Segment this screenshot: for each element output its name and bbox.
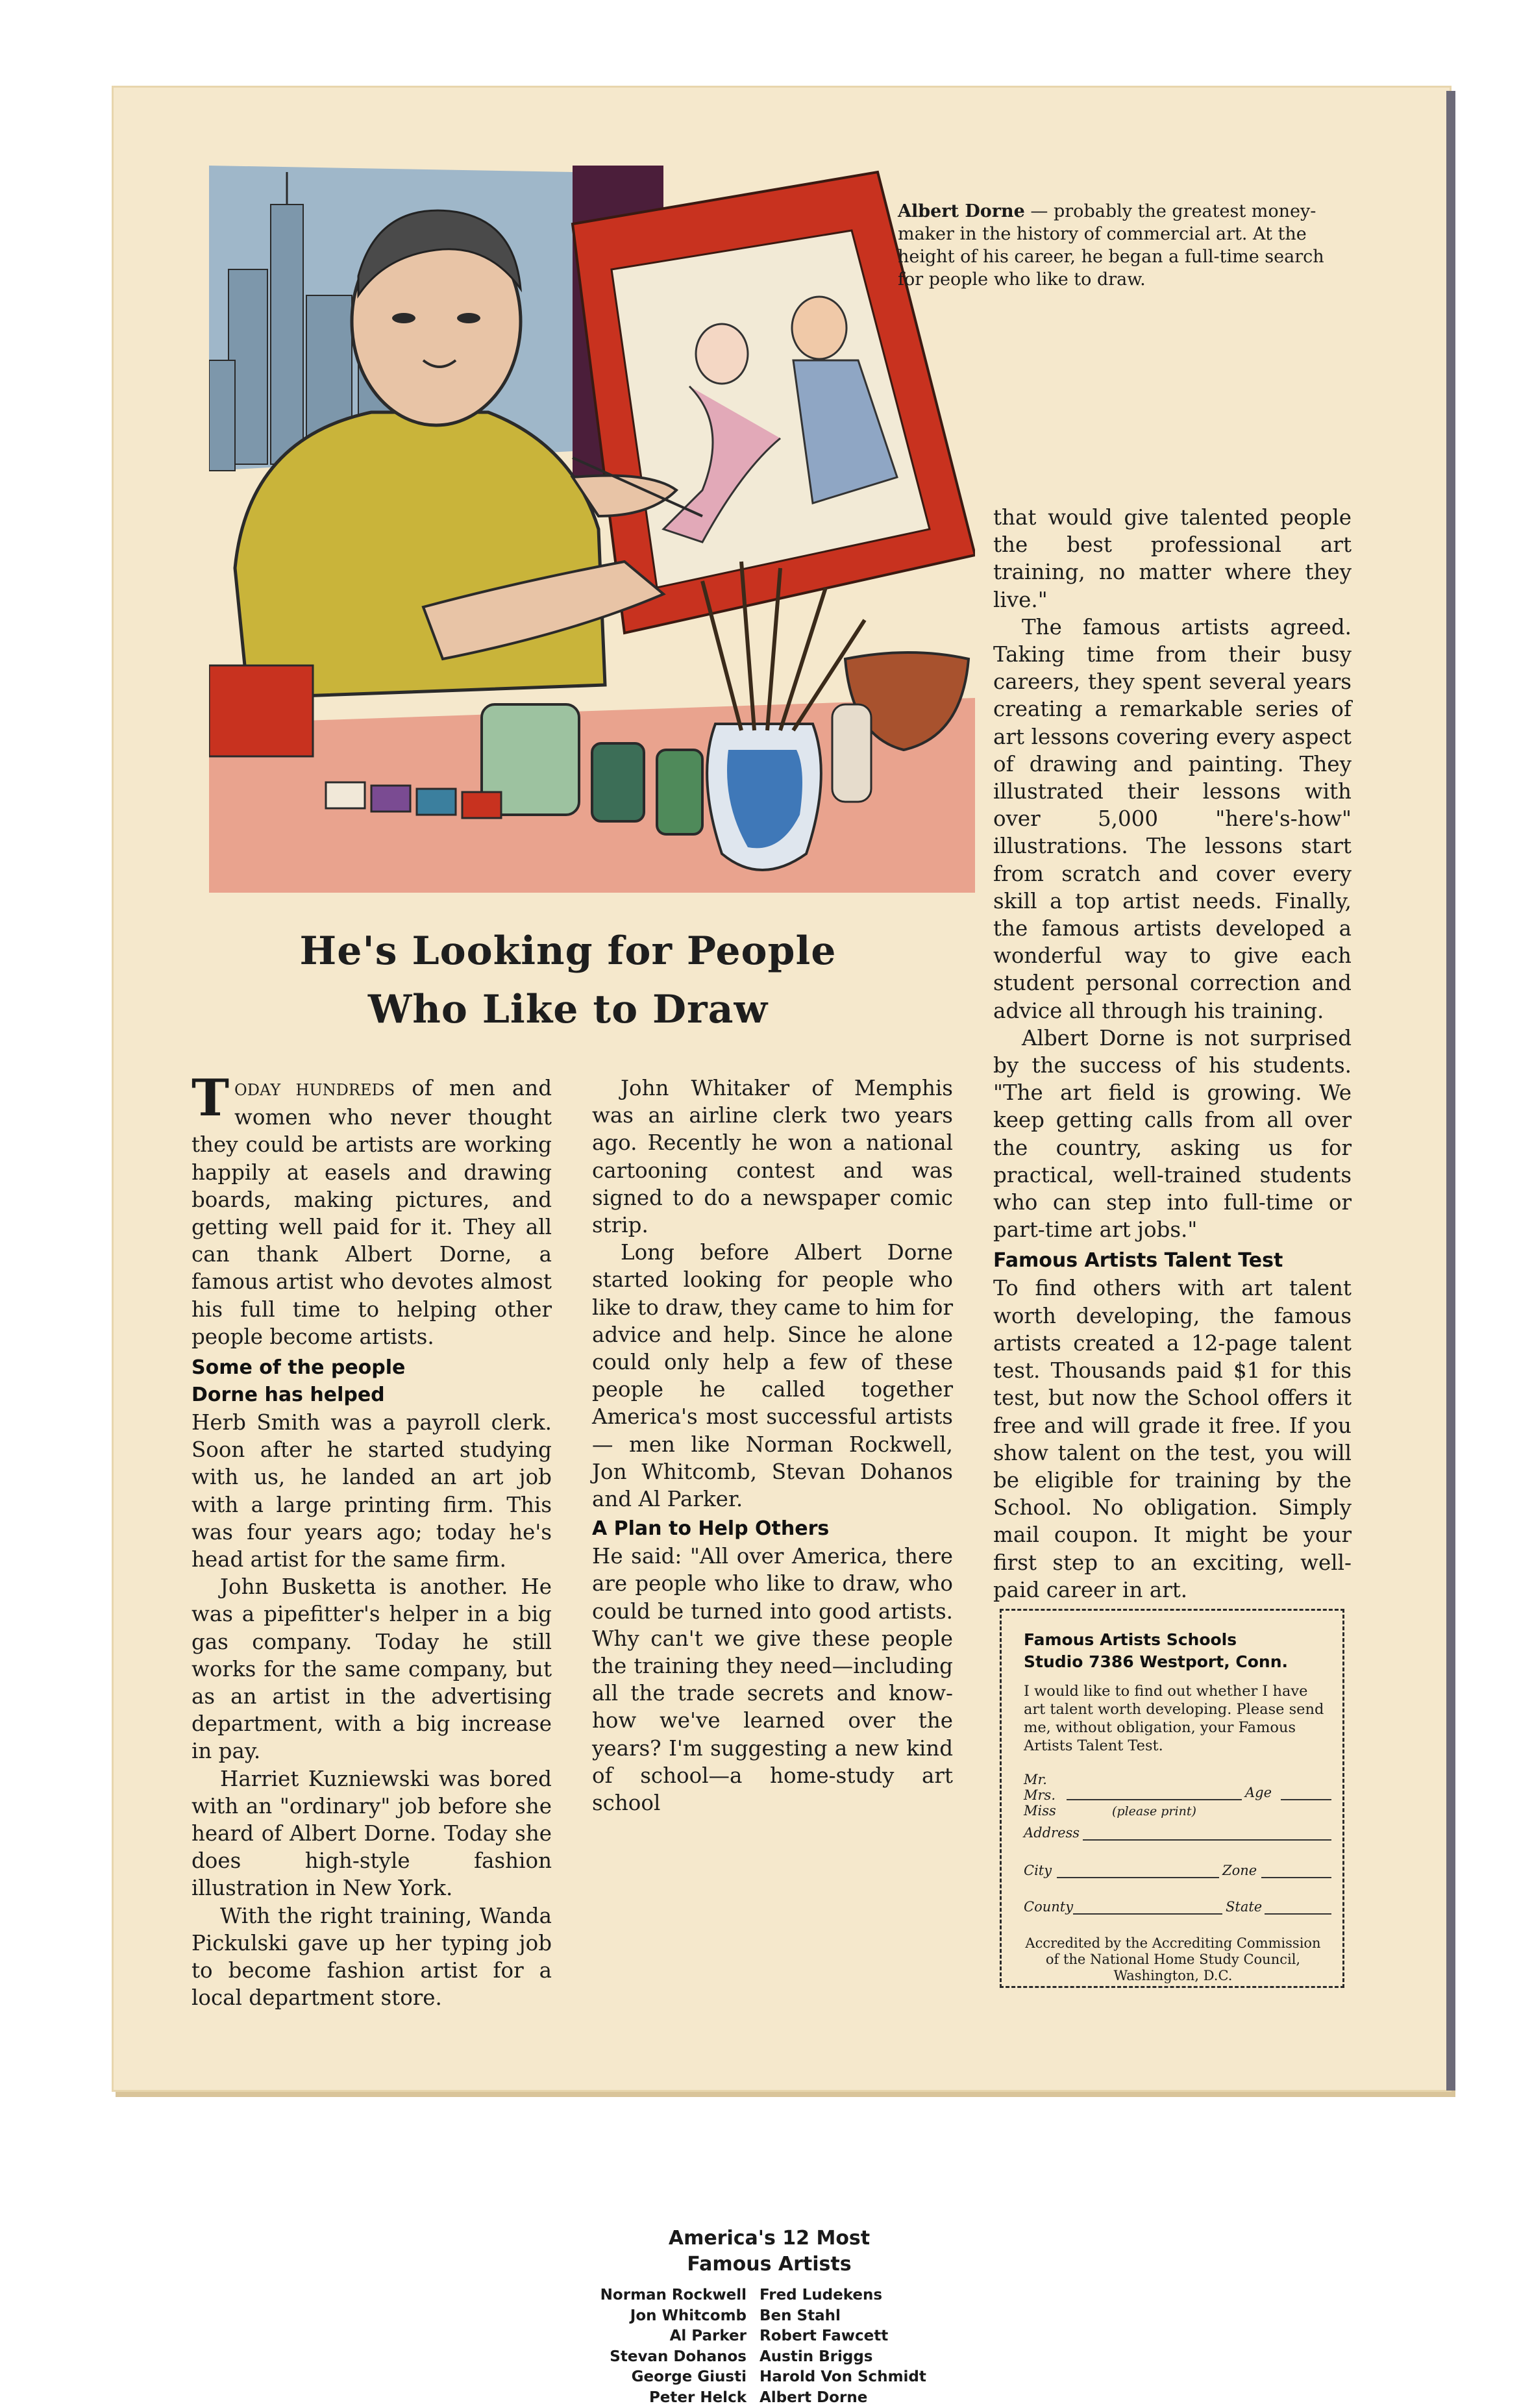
- col2-paragraph-2: Long before Albert Dorne started looking for people who like to draw, they came to him for advice and help. Since he alone could only help a few of these people he called together America's most successful artists — men like Norman Rockwell, Jon Whitcomb, Stevan Dohanos and Al Parker.: [592, 1239, 953, 1513]
- col3-paragraph-1: that would give talented people the best professional art training, no matter where they live.": [993, 504, 1352, 614]
- name-field[interactable]: [1067, 1799, 1242, 1800]
- col3-paragraph-3: Albert Dorne is not surprised by the success of his students. "The art field is growing. We keep getting calls from all over the country, asking us for practical, well-trained students who can step into full-time or part-time art jobs.": [993, 1024, 1352, 1244]
- artist-name: Jon Whitcomb: [583, 2306, 747, 2327]
- col2-paragraph-3: He said: "All over America, there are people who like to draw, who could be turned into good artists. Why can't we give these people the training they need—including all the trade secrets and know-how we've learned over the years? I'm suggesting a new kind of school—a home-study art school: [592, 1543, 953, 1817]
- subhead-talent-test: Famous Artists Talent Test: [993, 1247, 1352, 1274]
- drop-cap: T: [192, 1078, 229, 1119]
- subhead-plan-to-help: A Plan to Help Others: [592, 1515, 953, 1543]
- artists-right-column: [760, 2285, 948, 2408]
- coupon-header: [1024, 1629, 1335, 1673]
- artist-name: Norman Rockwell: [583, 2285, 747, 2306]
- col1-p1-text: of men and women who never thought they could be artists are working happily at easels and drawing boards, making pictures, and getting well paid for it. They all can thank Albert Dorne, a famous artist who devotes almost his full time to helping other people become artists.: [192, 1076, 552, 1349]
- albert-dorne-illustration: [209, 166, 975, 893]
- address-field[interactable]: [1083, 1839, 1331, 1841]
- mail-coupon: [1000, 1609, 1344, 1988]
- article-column-3: [993, 504, 1352, 1604]
- coupon-address-label: Address: [1024, 1825, 1080, 1841]
- col3-paragraph-4: To find others with art talent worth developing, the famous artists created a 12-page talent test. Thousands paid $1 for this test, but now the School offers it free and will grade it free. If you show talent on the test, you will be eligible for training by the School. No obligation. Simply mail coupon. It might be your first step to an exciting, well-paid career in art.: [993, 1274, 1352, 1603]
- artist-name: Harold Von Schmidt: [760, 2367, 948, 2388]
- state-field[interactable]: [1265, 1913, 1331, 1915]
- age-field[interactable]: [1281, 1799, 1331, 1800]
- subhead-dorne-has-helped: Dorne has helped: [192, 1382, 552, 1409]
- artist-name: Austin Briggs: [760, 2347, 948, 2368]
- headline-line-1: He's Looking for People: [214, 922, 922, 980]
- artist-name: Peter Helck: [583, 2388, 747, 2408]
- artists-list-title: [587, 2226, 951, 2278]
- article-column-1: [192, 1074, 552, 2012]
- caption-name: Albert Dorne: [898, 201, 1025, 221]
- artist-name: George Giusti: [583, 2367, 747, 2388]
- coupon-accreditation: Accredited by the Accrediting Commission of the National Home Study Council, Washington, D.C.: [1024, 1935, 1322, 1984]
- artist-name: Robert Fawcett: [760, 2326, 948, 2347]
- coupon-age-label: Age: [1245, 1785, 1272, 1800]
- col1-paragraph-5: With the right training, Wanda Pickulski gave up her typing job to become fashion artist for a local department store.: [192, 1902, 552, 2012]
- please-print-note: (please print): [1112, 1804, 1196, 1818]
- artist-name: Al Parker: [583, 2326, 747, 2347]
- col1-paragraph-4: Harriet Kuzniewski was bored with an "ordinary" job before she heard of Albert Dorne. Today she does high-style fashion illustration in New York.: [192, 1765, 552, 1902]
- page-edge: [1446, 91, 1455, 2091]
- coupon-mr-label: Mr.: [1024, 1772, 1047, 1787]
- col1-paragraph-3: John Busketta is another. He was a pipefitter's helper in a big gas company. Today he still works for the same company, but as an artist in the advertising department, with a big increase in pay.: [192, 1573, 552, 1765]
- col3-paragraph-2: The famous artists agreed. Taking time from their busy careers, they spent several years creating a remarkable series of art lessons covering every aspect of drawing and painting. They illustrated their lessons with over 5,000 "here's-how" illustrations. The lessons start from scratch and cover every skill a top artist needs. Finally, the famous artists developed a wonderful way to give each student personal correction and advice all through his training.: [993, 614, 1352, 1024]
- subhead-some-of-the-people: Some of the people: [192, 1354, 552, 1382]
- col1-paragraph-1: [192, 1074, 552, 1350]
- headline-line-2: Who Like to Draw: [214, 980, 922, 1039]
- artist-name: Stevan Dohanos: [583, 2347, 747, 2368]
- artists-title-line-1: America's 12 Most: [587, 2226, 951, 2252]
- artist-name: Ben Stahl: [760, 2306, 948, 2327]
- coupon-miss-label: Miss: [1024, 1803, 1056, 1818]
- coupon-mrs-label: Mrs.: [1024, 1787, 1056, 1803]
- zone-field[interactable]: [1261, 1877, 1331, 1878]
- small-caps-lead: ODAY HUNDREDS: [234, 1081, 395, 1099]
- coupon-zone-label: Zone: [1222, 1863, 1257, 1878]
- col2-paragraph-1: John Whitaker of Memphis was an airline clerk two years ago. Recently he won a national cartooning contest and was signed to do a newspaper comic strip.: [592, 1074, 953, 1239]
- coupon-state-label: State: [1226, 1899, 1262, 1915]
- artists-title-line-2: Famous Artists: [587, 2252, 951, 2278]
- coupon-request-text: I would like to find out whether I have art talent worth developing. Please send me, without obligation, your Famous Artists Talent Test.: [1024, 1682, 1332, 1755]
- coupon-city-label: City: [1024, 1863, 1052, 1878]
- artist-name: Albert Dorne: [760, 2388, 948, 2408]
- artists-left-column: [583, 2285, 747, 2408]
- caption-text: — probably the greatest money-maker in the history of commercial art. At the height of his career, he began a full-time search for people who like to draw.: [898, 201, 1324, 290]
- coupon-school-name: Famous Artists Schools: [1024, 1629, 1335, 1651]
- col1-paragraph-2: Herb Smith was a payroll clerk. Soon after he started studying with us, he landed an art job with a large printing firm. This was four years ago; today he's head artist for the same firm.: [192, 1409, 552, 1573]
- coupon-address-line: Studio 7386 Westport, Conn.: [1024, 1651, 1335, 1673]
- coupon-county-label: County: [1024, 1899, 1073, 1915]
- county-field[interactable]: [1073, 1913, 1222, 1915]
- headline: [214, 922, 922, 1039]
- city-field[interactable]: [1057, 1877, 1219, 1878]
- artist-name: Fred Ludekens: [760, 2285, 948, 2306]
- illustration-caption: [898, 200, 1352, 291]
- article-column-2: [592, 1074, 953, 1817]
